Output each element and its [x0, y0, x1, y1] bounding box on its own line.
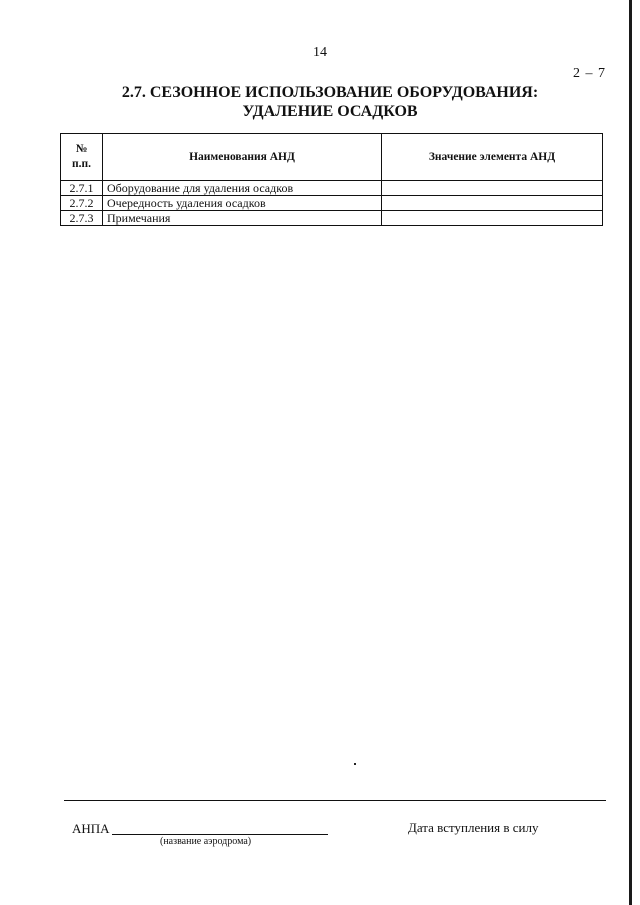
header-num — [61, 134, 103, 181]
row-num: 2.7.2 — [61, 196, 103, 211]
section-title — [60, 83, 600, 121]
row-value[interactable] — [382, 211, 603, 226]
header-name: Наименования АНД — [103, 134, 382, 181]
table-header-row — [61, 134, 603, 181]
section-title-line-2: УДАЛЕНИЕ ОСАДКОВ — [242, 103, 418, 120]
header-num-abbrev: п.п. — [71, 158, 91, 170]
row-name: Оборудование для удаления осадков — [103, 181, 382, 196]
scan-speck — [354, 763, 356, 765]
row-name: Примечания — [103, 211, 382, 226]
table-row — [61, 211, 603, 226]
aerodrome-caption: (название аэродрома) — [160, 836, 252, 847]
header-num-symbol: № — [75, 143, 88, 155]
table-row — [61, 196, 603, 211]
row-num: 2.7.3 — [61, 211, 103, 226]
page-number: 14 — [313, 45, 327, 60]
section-title-line-1: 2.7. СЕЗОННОЕ ИСПОЛЬЗОВАНИЕ ОБОРУДОВАНИЯ: — [121, 84, 539, 101]
and-table — [60, 133, 603, 226]
table-row — [61, 181, 603, 196]
row-value[interactable] — [382, 181, 603, 196]
row-num: 2.7.1 — [61, 181, 103, 196]
footer-anpa-label: АНПА — [72, 821, 110, 836]
effective-date-label: Дата вступления в силу — [408, 820, 539, 835]
form-code: 2 – 7 — [573, 66, 606, 81]
header-value: Значение элемента АНД — [382, 134, 603, 181]
footer-divider — [64, 800, 606, 801]
row-value[interactable] — [382, 196, 603, 211]
page-edge — [629, 0, 632, 905]
aerodrome-name-field[interactable] — [112, 834, 328, 835]
row-name: Очередность удаления осадков — [103, 196, 382, 211]
